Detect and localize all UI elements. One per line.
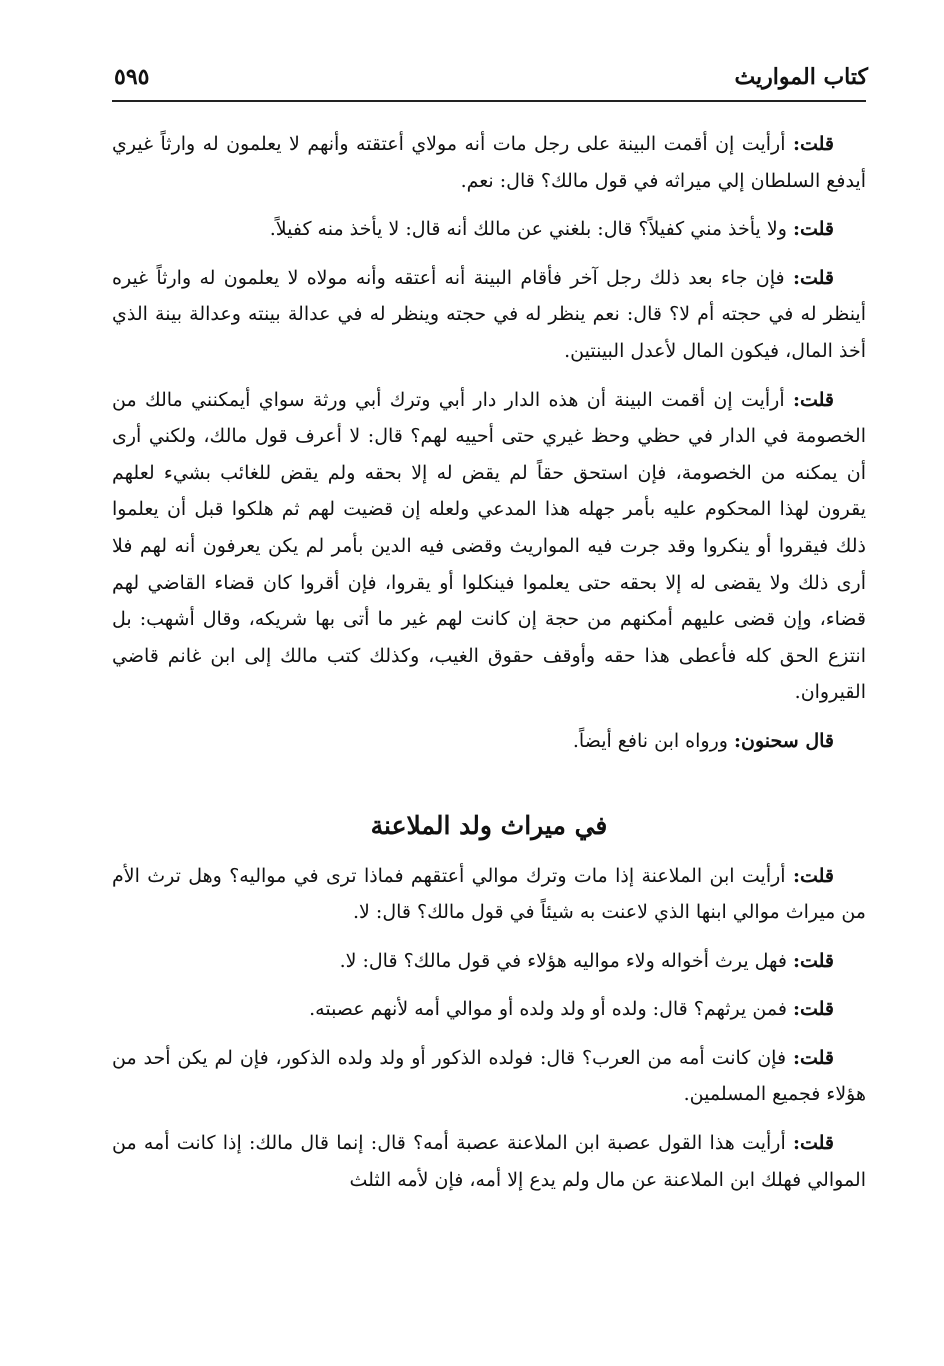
paragraph-text: أرأيت إن أقمت البينة أن هذه الدار دار أبي وترك أبي ورثة سواي أيمكنني مالك من الخصومة في الدار في حظي وحظ غيري حتى أحييه لهم؟ قال: لا أعرف قول مالك، ولكني أرى أن يمكنه من الخصومة، فإن استحق حقاً لم يقض له إلا بحقه ولم يقض للغائب بشيء لعلهم يقرون لهذا المحكوم عليه بأمر جهله هذا المدعي ولعله إن قضيت لهم ثم هلكوا قبل أن يعلموا ذلك فيقروا أو ينكروا وقد جرت فيه المواريث وقضى فيه الدين بأمر لم يكن يعرفون أنه لهم فلا أرى ذلك ولا يقضى له إلا بحقه حتى يعلموا فينكلوا أو يقروا، فإن أقروا كان قضاء القاضي لهم قضاء، وإن قضى عليهم أمكنهم من حجة إن كانت لهم غير ما أتى بها شريكه، وقال أشهب: بل انتزع الحق كله فأعطى هذا حقه وأوقف حقوق الغيب، وكذلك كتب مالك إلى ابن غانم قاضي القيروان. [112, 388, 866, 704]
paragraph [112, 858, 866, 931]
paragraph [112, 943, 866, 980]
page-body [112, 126, 866, 1210]
paragraph-lead: قلت: [792, 998, 834, 1021]
page-header [110, 62, 868, 96]
header-rule [112, 100, 866, 102]
paragraph-lead: قلت: [792, 388, 834, 411]
page-number: ٥٩٥ [114, 64, 150, 90]
paragraph-text: فهل يرث أخواله ولاء مواليه هؤلاء في قول مالك؟ قال: لا. [339, 949, 787, 972]
paragraph-lead: قلت: [792, 1132, 834, 1155]
section-heading: في ميراث ولد الملاعنة [370, 810, 608, 840]
paragraph-text: فمن يرثهم؟ قال: ولده أو ولد ولده أو موالي أمه لأنهم عصبته. [309, 998, 787, 1021]
paragraph [112, 723, 866, 760]
paragraph-lead: قلت: [792, 266, 834, 289]
paragraph-lead: قلت: [792, 133, 834, 155]
paragraph [112, 1040, 866, 1113]
paragraph-lead: قلت: [792, 218, 834, 241]
paragraph-text: أرأيت ابن الملاعنة إذا مات وترك موالي أعتقهم فماذا ترى في مواليه؟ وهل ترث الأم من ميراث موالي ابنها الذي لاعنت به شيئاً في قول مالك؟ قال: لا. [112, 864, 866, 924]
paragraph [112, 211, 866, 248]
paragraph-text: فإن جاء بعد ذلك رجل آخر فأقام البينة أنه أعتقه وأنه مولاه لا يعلمون له وارثاً غيره أينظر له في حجته أم لا؟ قال: نعم ينظر له في حجته وينظر له في عدالة بينته وعدالة بينة الذي أخذ المال، فيكون المال لأعدل البينتين. [112, 266, 866, 362]
paragraph-text: ولا يأخذ مني كفيلاً؟ قال: بلغني عن مالك أنه قال: لا يأخذ منه كفيلاً. [269, 218, 787, 241]
paragraph-text: أرأيت هذا القول عصبة ابن الملاعنة عصبة أمه؟ قال: إنما قال مالك: إذا كانت أمه من الموالي فهلك ابن الملاعنة عن مال ولم يدع إلا أمه، فإن لأمه الثلث [112, 1132, 866, 1191]
paragraph-lead: قلت: [792, 949, 834, 972]
paragraph-text: ورواه ابن نافع أيضاً. [572, 729, 728, 752]
paragraph-text: فإن كانت أمه من العرب؟ قال: فولده الذكور أو ولد ولده الذكور، فإن لم يكن أحد من هؤلاء فجميع المسلمين. [112, 1046, 866, 1106]
paragraph-lead: قال سحنون: [734, 729, 834, 752]
paragraph-lead: قلت: [792, 1046, 834, 1069]
book-title: كتاب المواريث [734, 64, 868, 90]
paragraph [112, 1125, 866, 1198]
paragraph [112, 260, 866, 370]
paragraph [112, 991, 866, 1028]
paragraph [112, 382, 866, 711]
paragraph-text: أرأيت إن أقمت البينة على رجل مات أنه مولاي أعتقته وأنهم لا يعلمون له وارثاً غيري أيدفع السلطان إلي ميراثه في قول مالك؟ قال: نعم. [112, 133, 866, 192]
paragraph-lead: قلت: [792, 864, 834, 887]
paragraph [112, 126, 866, 199]
